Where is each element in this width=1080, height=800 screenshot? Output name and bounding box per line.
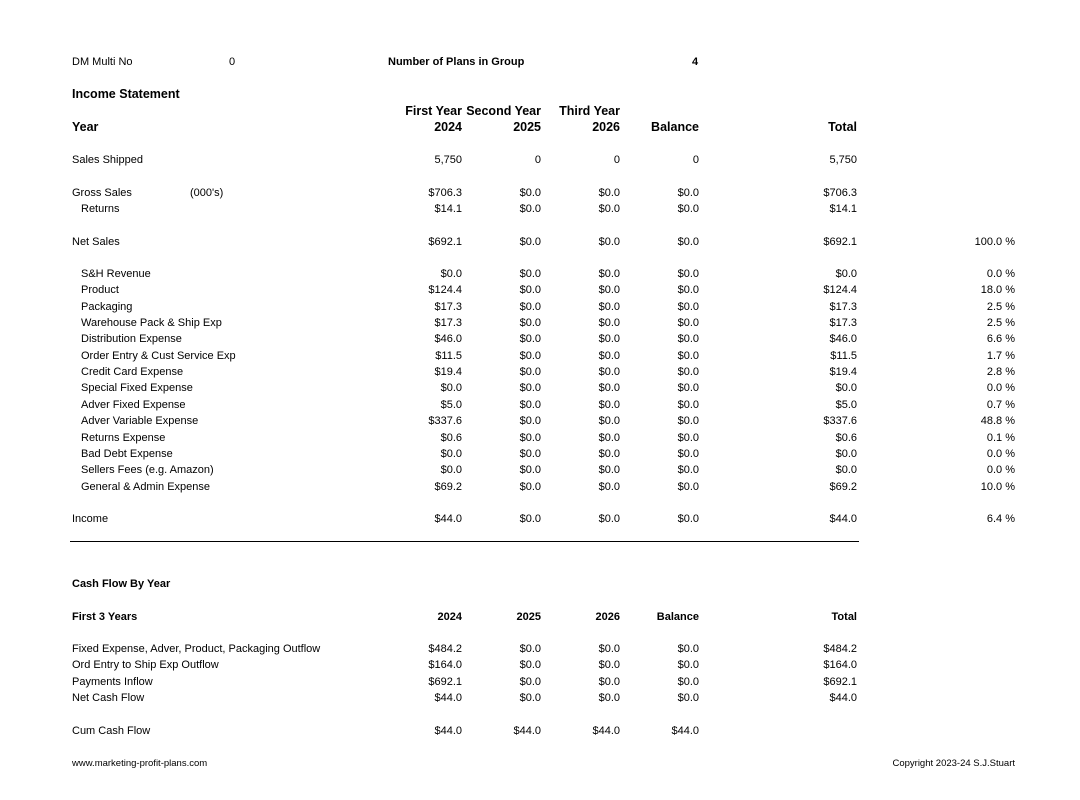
col-sub-first-year: First Year	[405, 104, 462, 118]
row-label: General & Admin Expense	[81, 480, 211, 493]
cell-2025: $0.0	[519, 691, 541, 704]
cell-total: $17.3	[829, 300, 857, 313]
cell-percent: 0.0 %	[986, 382, 1015, 395]
cell-total: $692.1	[823, 236, 857, 248]
cell-2026: $0.0	[598, 268, 620, 280]
cell-2026: $0.0	[598, 284, 620, 297]
cell-balance: $0.0	[677, 480, 699, 493]
cell-2024: $11.5	[435, 349, 462, 362]
cell-total: $69.2	[829, 480, 857, 493]
cell-percent: 0.1 %	[986, 431, 1015, 444]
cell-2025: $0.0	[519, 464, 541, 477]
col-sub-third-year: Third Year	[559, 104, 620, 118]
cell-2026: $0.0	[598, 675, 620, 688]
col-year-2024: 2024	[437, 611, 462, 623]
cell-2026: $0.0	[598, 317, 620, 330]
cell-balance: $0.0	[677, 643, 699, 655]
year-label: Year	[72, 120, 99, 134]
first-3-years-label: First 3 Years	[72, 611, 138, 623]
cell-2024: $19.4	[434, 366, 462, 379]
expense-row	[0, 267, 1080, 281]
cell-balance: $0.0	[677, 317, 699, 330]
cell-balance: $0.0	[677, 398, 699, 411]
row-label: Sellers Fees (e.g. Amazon)	[81, 464, 214, 477]
cell-2026: $0.0	[598, 415, 620, 428]
cell-2024: $44.0	[434, 691, 462, 704]
sales-shipped-row	[0, 153, 1080, 167]
cell-2024: $17.3	[434, 317, 462, 330]
cell-2026: $0.0	[598, 333, 620, 346]
cell-2026: $0.0	[598, 366, 620, 379]
cell-2025: $0.0	[519, 431, 541, 444]
cell-2026: $0.0	[598, 513, 620, 525]
cell-percent: 2.8 %	[986, 366, 1015, 379]
cell-2024: $46.0	[434, 333, 462, 346]
cell-balance: $0.0	[677, 691, 699, 704]
cell-2025: $0.0	[519, 643, 541, 655]
col-balance: Balance	[651, 120, 699, 134]
cell-balance: $0.0	[677, 464, 699, 477]
cell-2024: 5,750	[434, 154, 462, 166]
cash-flow-row	[0, 691, 1080, 705]
cell-2026: $0.0	[598, 431, 620, 444]
expense-row	[0, 300, 1080, 314]
expense-row	[0, 381, 1080, 395]
expense-row	[0, 414, 1080, 428]
income-statement-title: Income Statement	[72, 87, 180, 101]
cell-total: $46.0	[829, 333, 857, 346]
cell-percent: 6.6 %	[986, 333, 1015, 346]
row-label: Adver Variable Expense	[81, 415, 199, 428]
cell-2025: $0.0	[519, 415, 541, 428]
cell-total: $0.0	[835, 382, 857, 395]
cell-2024: $706.3	[428, 187, 462, 199]
col-year-2025: 2025	[513, 120, 541, 134]
cash-flow-row	[0, 658, 1080, 672]
cell-balance: $0.0	[677, 659, 699, 672]
cash-flow-row	[0, 642, 1080, 656]
row-label: Distribution Expense	[81, 333, 182, 346]
cell-total: $17.3	[829, 317, 857, 330]
year-header-row	[0, 120, 1080, 134]
cell-2026: 0	[613, 154, 620, 166]
expense-row	[0, 349, 1080, 363]
cum-cash-flow-row	[0, 724, 1080, 738]
cell-2025: $0.0	[519, 513, 541, 525]
website-link[interactable]: www.marketing-profit-plans.com	[72, 758, 208, 769]
row-label: Income	[72, 513, 109, 525]
row-label: Fixed Expense, Adver, Product, Packaging Outflow	[72, 643, 321, 655]
cell-percent: 1.7 %	[986, 349, 1015, 362]
cell-percent: 0.0 %	[986, 447, 1015, 460]
cell-2025: $0.0	[519, 398, 541, 411]
cell-2024: $692.1	[428, 236, 462, 248]
cell-2025: $0.0	[519, 317, 541, 330]
cell-balance: $0.0	[677, 187, 699, 199]
cell-2024: $692.1	[428, 675, 462, 688]
cell-balance: $0.0	[677, 431, 699, 444]
col-year-2026: 2026	[592, 120, 620, 134]
cell-2026: $0.0	[598, 187, 620, 199]
row-label: Adver Fixed Expense	[81, 398, 186, 411]
cell-2024: $0.0	[440, 268, 462, 280]
cell-2025: $0.0	[519, 382, 541, 395]
cell-2025: $0.0	[519, 268, 541, 280]
cell-2024: $0.0	[440, 464, 462, 477]
cell-balance: $0.0	[677, 236, 699, 248]
plans-in-group-value: 4	[692, 56, 699, 68]
col-sub-second-year: Second Year	[466, 104, 541, 118]
expense-row	[0, 398, 1080, 412]
cell-2026: $0.0	[598, 300, 620, 313]
cell-balance: 0	[692, 154, 699, 166]
expense-row	[0, 316, 1080, 330]
cell-2026: $0.0	[598, 398, 620, 411]
col-total: Total	[828, 120, 857, 134]
row-label: Product	[81, 284, 119, 297]
cell-2026: $0.0	[598, 643, 620, 655]
row-label: Payments Inflow	[72, 675, 153, 688]
cell-balance: $0.0	[677, 349, 699, 362]
cell-total: $44.0	[829, 691, 857, 704]
row-label: Ord Entry to Ship Exp Outflow	[72, 659, 219, 672]
row-label: Net Sales	[72, 236, 120, 248]
cell-2025: $0.0	[519, 187, 541, 199]
net-sales-row	[0, 235, 1080, 249]
col-year-2025: 2025	[516, 611, 541, 623]
row-label: Returns Expense	[81, 431, 166, 444]
cell-balance: $0.0	[677, 268, 699, 280]
cell-total: $0.0	[835, 268, 857, 280]
cell-total: $692.1	[823, 675, 857, 688]
cell-2024: $0.0	[440, 382, 462, 395]
units-note: (000's)	[190, 187, 224, 199]
cell-percent: 48.8 %	[980, 415, 1015, 428]
row-label: Warehouse Pack & Ship Exp	[81, 317, 222, 330]
cell-2024: $337.6	[428, 415, 462, 428]
cell-2024: $164.0	[428, 659, 462, 672]
cell-2024: $484.2	[428, 643, 462, 655]
row-label: Order Entry & Cust Service Exp	[81, 349, 236, 362]
section-divider	[70, 541, 859, 542]
dm-multi-value: 0	[229, 56, 236, 68]
cell-2026: $0.0	[598, 464, 620, 477]
cell-balance: $0.0	[677, 300, 699, 313]
row-label: Bad Debt Expense	[81, 447, 173, 460]
cell-total: $337.6	[823, 415, 857, 428]
expense-row	[0, 447, 1080, 461]
row-label: Net Cash Flow	[72, 691, 145, 704]
cell-total: $14.1	[829, 203, 857, 215]
cell-percent: 2.5 %	[986, 300, 1015, 313]
cell-2025: $0.0	[519, 236, 541, 248]
cell-2025: $0.0	[519, 659, 541, 672]
expense-row	[0, 480, 1080, 494]
cell-percent: 2.5 %	[986, 317, 1015, 330]
cash-flow-title: Cash Flow By Year	[72, 578, 171, 590]
cell-percent: 0.0 %	[986, 268, 1015, 280]
cell-total: $164.0	[823, 659, 857, 672]
cell-total: $0.6	[835, 431, 857, 444]
cell-2025: $0.0	[519, 284, 541, 297]
year-subheader-row	[0, 104, 1080, 118]
cell-2025: 0	[534, 154, 541, 166]
expense-row	[0, 332, 1080, 346]
cash-flow-header-row	[0, 610, 1080, 624]
row-label: Gross Sales	[72, 187, 132, 199]
cash-flow-row	[0, 675, 1080, 689]
cell-2024: $17.3	[434, 300, 462, 313]
row-label: S&H Revenue	[81, 268, 151, 280]
cell-2024: $124.4	[428, 284, 462, 297]
gross-sales-row	[0, 186, 1080, 200]
cell-2024: $5.0	[440, 398, 462, 411]
cell-2025: $0.0	[519, 300, 541, 313]
plans-in-group-label: Number of Plans in Group	[388, 56, 525, 68]
cell-2026: $0.0	[598, 236, 620, 248]
expense-row	[0, 283, 1080, 297]
cell-2024: $0.6	[440, 431, 462, 444]
cell-balance: $0.0	[677, 382, 699, 395]
copyright-text: Copyright 2023-24 S.J.Stuart	[892, 758, 1015, 769]
cell-2026: $0.0	[598, 447, 620, 460]
cell-total: $5.0	[835, 398, 857, 411]
col-total: Total	[831, 611, 857, 623]
cell-percent: 0.0 %	[986, 464, 1015, 477]
col-balance: Balance	[656, 611, 699, 623]
expense-row	[0, 463, 1080, 477]
cell-balance: $0.0	[677, 284, 699, 297]
row-label: Sales Shipped	[72, 154, 143, 166]
cell-total: $0.0	[835, 464, 857, 477]
cell-balance: $0.0	[677, 415, 699, 428]
cell-2025: $0.0	[519, 447, 541, 460]
cell-balance: $0.0	[677, 675, 699, 688]
col-year-2024: 2024	[434, 120, 462, 134]
dm-multi-label: DM Multi No	[72, 56, 133, 68]
cell-2026: $0.0	[598, 691, 620, 704]
cell-2024: $69.2	[434, 480, 462, 493]
cell-total: $44.0	[829, 513, 857, 525]
row-label: Packaging	[81, 300, 133, 313]
row-label: Returns	[81, 203, 120, 215]
expense-row	[0, 365, 1080, 379]
cell-2026: $0.0	[598, 382, 620, 395]
cell-2025: $0.0	[519, 349, 541, 362]
cell-total: $19.4	[829, 366, 857, 379]
cell-percent: 100.0 %	[974, 236, 1015, 248]
cell-2025: $0.0	[519, 333, 541, 346]
cell-2025: $0.0	[519, 366, 541, 379]
returns-row	[0, 202, 1080, 216]
cell-2024: $0.0	[440, 447, 462, 460]
cell-balance: $0.0	[677, 513, 699, 525]
cell-total: $706.3	[823, 187, 857, 199]
cell-2025: $0.0	[519, 480, 541, 493]
cell-balance: $0.0	[677, 333, 699, 346]
cell-balance: $0.0	[677, 447, 699, 460]
row-label: Cum Cash Flow	[72, 725, 151, 737]
cell-total: $11.5	[830, 349, 857, 362]
cell-2024: $44.0	[434, 725, 462, 737]
cell-total: 5,750	[829, 154, 857, 166]
cell-2025: $0.0	[519, 675, 541, 688]
cell-2025: $0.0	[519, 203, 541, 215]
expense-row	[0, 431, 1080, 445]
cell-2024: $14.1	[434, 203, 462, 215]
cell-percent: 18.0 %	[980, 284, 1015, 297]
cell-total: $124.4	[823, 284, 857, 297]
cell-2026: $0.0	[598, 349, 620, 362]
cell-balance: $0.0	[677, 203, 699, 215]
cell-2026: $0.0	[598, 480, 620, 493]
cell-percent: 10.0 %	[980, 480, 1015, 493]
cell-total: $484.2	[823, 643, 857, 655]
cell-total: $0.0	[835, 447, 857, 460]
cell-balance: $0.0	[677, 366, 699, 379]
row-label: Credit Card Expense	[81, 366, 184, 379]
cell-2024: $44.0	[434, 513, 462, 525]
row-label: Special Fixed Expense	[81, 382, 193, 395]
cell-2026: $0.0	[598, 659, 620, 672]
cell-2026: $0.0	[598, 203, 620, 215]
cell-percent: 0.7 %	[986, 398, 1015, 411]
cell-balance: $44.0	[671, 725, 699, 737]
cell-percent: 6.4 %	[986, 513, 1015, 525]
cell-2025: $44.0	[513, 725, 541, 737]
col-year-2026: 2026	[595, 611, 620, 623]
cell-2026: $44.0	[592, 725, 620, 737]
income-row	[0, 512, 1080, 526]
